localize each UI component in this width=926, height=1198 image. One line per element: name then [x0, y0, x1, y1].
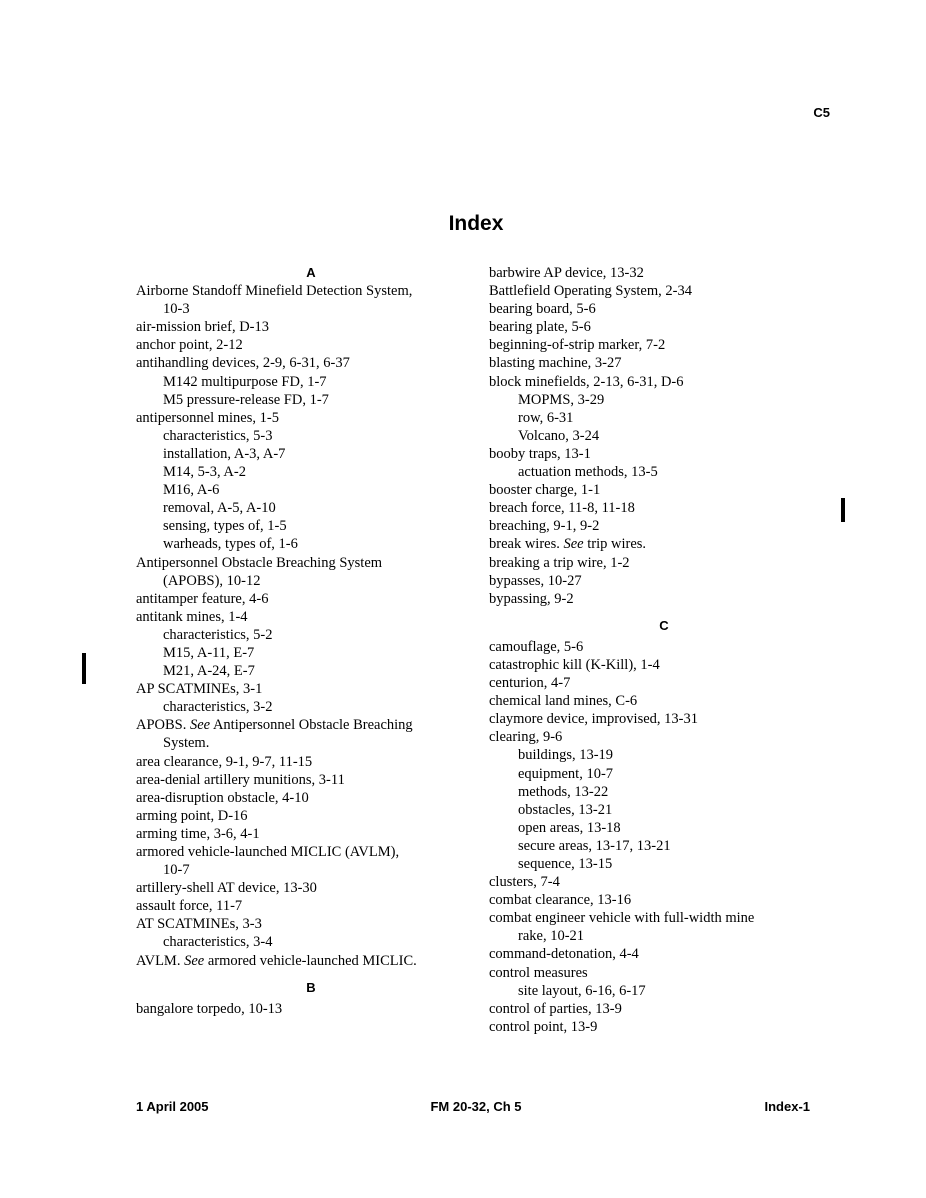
index-entry: artillery-shell AT device, 13-30	[136, 880, 317, 897]
index-subentry: M14, 5-3, A-2	[163, 464, 246, 481]
index-entry: Antipersonnel Obstacle Breaching System	[136, 554, 383, 571]
section-letter-c: C	[659, 617, 669, 633]
index-subentry: sequence, 13-15	[518, 856, 613, 872]
section-letter-a: A	[306, 265, 316, 280]
index-entry-continued: 10-3	[163, 301, 190, 318]
index-subentry: warheads, types of, 1-6	[163, 536, 298, 553]
index-entry-continued: rake, 10-21	[518, 928, 585, 945]
index-entry: area-denial artillery munitions, 3-11	[136, 771, 345, 788]
index-entry: Airborne Standoff Minefield Detection System,	[136, 283, 413, 300]
index-entry: combat engineer vehicle with full-width mine	[489, 910, 755, 927]
index-subentry: obstacles, 13-21	[518, 801, 613, 818]
index-subentry: methods, 13-22	[518, 783, 609, 800]
index-column-left	[136, 264, 486, 1018]
index-entry: control measures	[489, 964, 588, 981]
index-entry-continued: (APOBS), 10-12	[163, 572, 261, 589]
index-entry: antitamper feature, 4-6	[136, 590, 269, 607]
index-entry: antitank mines, 1-4	[136, 608, 248, 625]
index-entry: block minefields, 2-13, 6-31, D-6	[489, 373, 684, 390]
index-entry: Battlefield Operating System, 2-34	[489, 283, 692, 300]
index-entry: camouflage, 5-6	[489, 638, 584, 655]
entry-target: trip wires.	[583, 536, 647, 553]
index-entry: bearing board, 5-6	[489, 301, 596, 318]
index-entry: arming time, 3-6, 4-1	[136, 825, 260, 842]
index-subentry: installation, A-3, A-7	[163, 445, 286, 462]
page-change-label: C5	[813, 105, 830, 120]
index-subentry: characteristics, 5-3	[163, 427, 273, 444]
index-entry: breach force, 11-8, 11-18	[489, 500, 635, 517]
index-subentry: row, 6-31	[518, 409, 574, 426]
index-entry: anchor point, 2-12	[136, 337, 243, 354]
index-entry-continued: System.	[163, 735, 210, 752]
index-entry: antihandling devices, 2-9, 6-31, 6-37	[136, 355, 350, 372]
index-entry: assault force, 11-7	[136, 898, 243, 915]
index-entry: command-detonation, 4-4	[489, 946, 639, 963]
footer-publication: FM 20-32, Ch 5	[430, 1099, 522, 1114]
index-subentry: buildings, 13-19	[518, 747, 614, 764]
index-entry: catastrophic kill (K-Kill), 1-4	[489, 656, 660, 673]
change-bar	[82, 653, 86, 684]
entry-term: AVLM.	[136, 952, 185, 969]
see-reference: See	[190, 717, 211, 734]
index-entry: bangalore torpedo, 10-13	[136, 1000, 283, 1017]
index-subentry: removal, A-5, A-10	[163, 500, 276, 517]
index-entry: antipersonnel mines, 1-5	[136, 409, 279, 426]
footer-date: 1 April 2005	[136, 1099, 209, 1114]
index-entry: beginning-of-strip marker, 7-2	[489, 337, 666, 354]
index-subentry: M142 multipurpose FD, 1-7	[163, 373, 327, 390]
see-reference: See	[563, 536, 584, 553]
index-column-right	[489, 264, 839, 1036]
entry-target: Antipersonnel Obstacle Breaching	[210, 717, 413, 734]
index-entry: booby traps, 13-1	[489, 445, 591, 462]
index-entry: air-mission brief, D-13	[136, 319, 269, 336]
index-entry: AT SCATMINEs, 3-3	[136, 916, 262, 933]
index-subentry: equipment, 10-7	[518, 765, 614, 782]
section-letter-b: B	[306, 979, 316, 995]
index-entry: chemical land mines, C-6	[489, 693, 638, 710]
index-entry: centurion, 4-7	[489, 675, 571, 692]
index-entry: area clearance, 9-1, 9-7, 11-15	[136, 753, 313, 770]
index-entry: blasting machine, 3-27	[489, 355, 622, 372]
page-title: Index	[448, 212, 504, 235]
index-subentry: M5 pressure-release FD, 1-7	[163, 391, 329, 408]
change-bar	[841, 498, 845, 522]
index-entry: arming point, D-16	[136, 807, 248, 824]
index-entry-cross-reference	[136, 716, 486, 734]
index-entry: breaking a trip wire, 1-2	[489, 554, 630, 571]
index-entry: bearing plate, 5-6	[489, 319, 591, 336]
index-subentry: open areas, 13-18	[518, 819, 621, 836]
index-entry: booster charge, 1-1	[489, 482, 601, 499]
entry-target: armored vehicle-launched MICLIC.	[204, 952, 417, 969]
index-subentry: M21, A-24, E-7	[163, 663, 255, 680]
index-subentry: characteristics, 3-2	[163, 699, 273, 716]
index-entry-continued: 10-7	[163, 862, 190, 879]
see-reference: See	[184, 952, 205, 969]
index-entry: barbwire AP device, 13-32	[489, 265, 644, 281]
index-entry: armored vehicle-launched MICLIC (AVLM),	[136, 844, 400, 860]
index-entry: bypasses, 10-27	[489, 572, 582, 589]
index-entry: combat clearance, 13-16	[489, 892, 632, 909]
index-subentry: site layout, 6-16, 6-17	[518, 982, 646, 999]
index-entry: clearing, 9-6	[489, 729, 563, 746]
index-subentry: secure areas, 13-17, 13-21	[518, 837, 671, 854]
entry-term: break wires.	[489, 536, 564, 553]
index-subentry: Volcano, 3-24	[518, 427, 600, 444]
index-subentry: M16, A-6	[163, 482, 220, 499]
index-subentry: M15, A-11, E-7	[163, 644, 255, 661]
index-subentry: characteristics, 5-2	[163, 626, 273, 643]
index-entry: claymore device, improvised, 13-31	[489, 711, 698, 728]
index-entry: AP SCATMINEs, 3-1	[136, 681, 263, 698]
index-entry-cross-reference	[136, 952, 486, 970]
footer-page-number: Index-1	[764, 1099, 810, 1114]
index-entry: control of parties, 13-9	[489, 1000, 622, 1017]
index-entry: control point, 13-9	[489, 1018, 598, 1035]
index-entry: bypassing, 9-2	[489, 590, 574, 607]
index-subentry: characteristics, 3-4	[163, 934, 273, 951]
index-subentry: MOPMS, 3-29	[518, 391, 605, 408]
index-entry-cross-reference	[489, 535, 839, 553]
index-subentry: sensing, types of, 1-5	[163, 518, 287, 535]
index-entry: breaching, 9-1, 9-2	[489, 518, 600, 535]
index-entry: area-disruption obstacle, 4-10	[136, 789, 309, 806]
entry-term: APOBS.	[136, 717, 190, 734]
index-entry: clusters, 7-4	[489, 874, 560, 891]
index-subentry: actuation methods, 13-5	[518, 464, 658, 481]
